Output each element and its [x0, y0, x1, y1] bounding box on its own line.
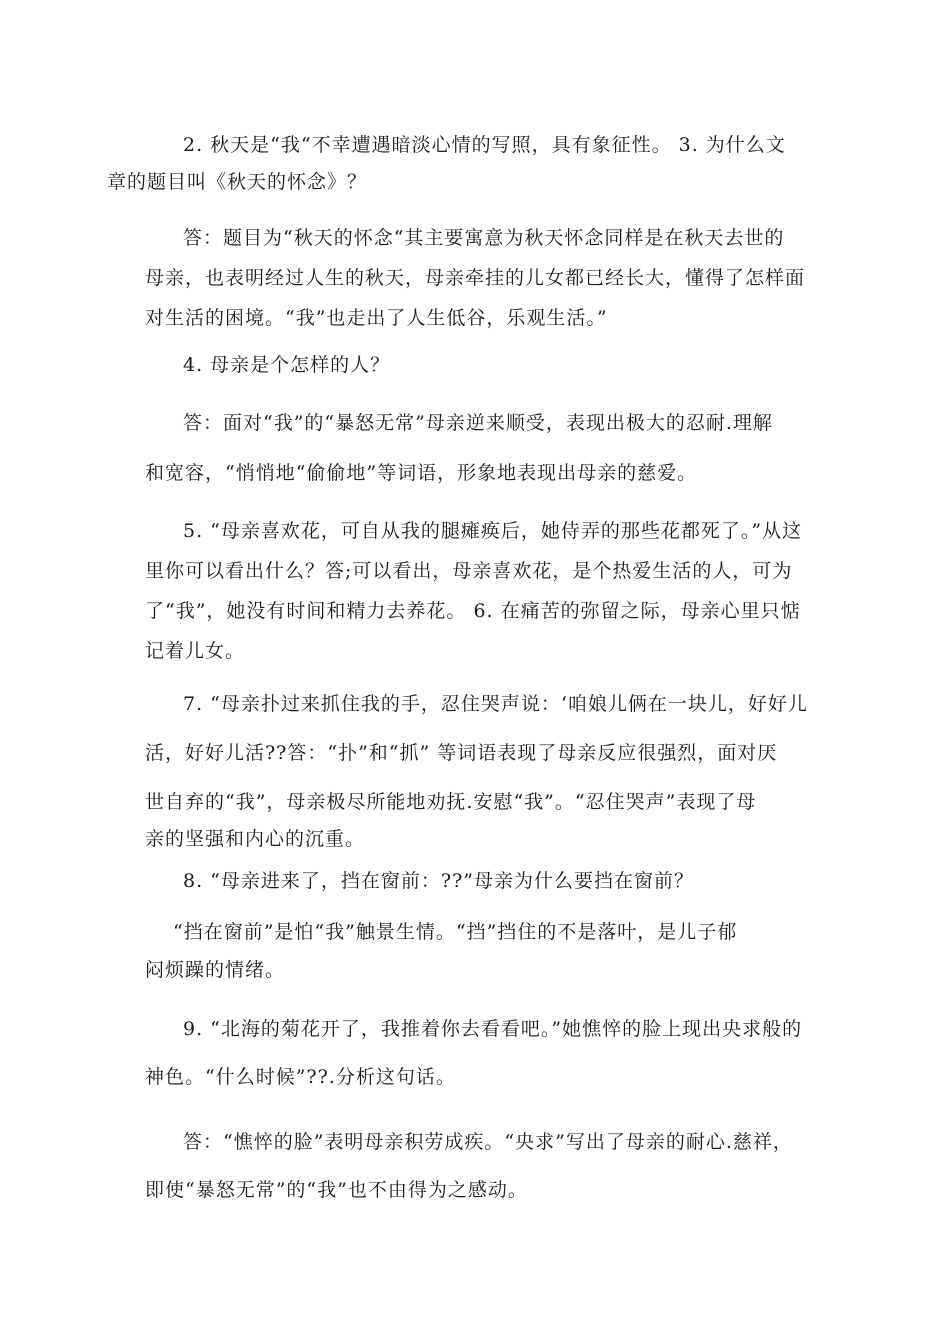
- paragraph-q4: [145, 350, 810, 380]
- text-line: 亲的坚强和内心的沉重。: [145, 828, 366, 850]
- text-line: 闷烦躁的情绪。: [145, 959, 286, 981]
- text-line: 记着儿女。: [145, 640, 246, 662]
- text-line: 活，好好儿活??答：“扑”和“抓” 等词语表现了母亲反应很强烈，面对厌: [145, 742, 778, 764]
- text-line: 神色。“什么时候”??.分析这句话。: [145, 1066, 456, 1088]
- text-line: 答：“憔悴的脸”表明母亲积劳成疾。“央求”写出了母亲的耐心.慈祥，: [183, 1131, 793, 1153]
- text-line: 里你可以看出什么？答;可以看出，母亲喜欢花，是个热爱生活的人，可为: [145, 560, 793, 582]
- paragraph-q2-q3: [107, 127, 810, 201]
- text-line: 和宽容，“悄悄地“偷偷地”等词语，形象地表现出母亲的慈爱。: [145, 462, 698, 484]
- text-line: 答：题目为“秋天的怀念“其主要寓意为秋天怀念同样是在秋天去世的: [183, 227, 785, 249]
- text-line: 5. “母亲喜欢花，可自从我的腿瘫痪后，她侍弄的那些花都死了。”从这: [183, 520, 803, 542]
- text-line: 7. “母亲扑过来抓住我的手，忍住哭声说：‘咱娘儿俩在一块儿，好好儿: [183, 693, 808, 715]
- paragraph-answer-q4: [145, 398, 810, 498]
- paragraph-q8: [145, 866, 810, 896]
- text-line: 母亲，也表明经过人生的秋天，母亲牵挂的儿女都已经长大，懂得了怎样面: [145, 267, 806, 289]
- text-line: 世自弃的“我”，母亲极尽所能地劝抚.安慰“我”。“忍住哭声”表现了母: [145, 791, 757, 813]
- text-line: 2. 秋天是“我“不幸遭遇暗淡心情的写照，具有象征性。 3. 为什么文: [183, 134, 786, 156]
- text-line: 9. “北海的菊花开了，我推着你去看看吧。”她憔悴的脸上现出央求般的: [183, 1018, 803, 1040]
- paragraph-q5-q6: [145, 511, 810, 671]
- text-line: 即使“暴怒无常”的“我”也不由得为之感动。: [145, 1179, 528, 1201]
- text-line: 4. 母亲是个怎样的人？: [183, 354, 391, 376]
- text-line: 了“我”，她没有时间和精力去养花。 6. 在痛苦的弥留之际，母亲心里只惦: [145, 600, 801, 622]
- text-line: 答：面对“我”的“暴怒无常”母亲逆来顺受，表现出极大的忍耐.理解: [183, 412, 773, 434]
- paragraph-answer-q3: [145, 218, 810, 338]
- paragraph-answer-q8: [145, 913, 810, 989]
- paragraph-answer-q9: [145, 1118, 810, 1214]
- paragraph-q7: [145, 680, 810, 864]
- text-line: 对生活的困境。“我”也走出了人生低谷，乐观生活。”: [145, 307, 608, 329]
- text-line: 8. “母亲进来了，挡在窗前：??”母亲为什么要挡在窗前？: [183, 870, 694, 892]
- text-line: “挡在窗前”是怕“我”触景生情。“挡”挡住的不是落叶，是儿子郁: [173, 921, 738, 943]
- text-line: 章的题目叫《秋天的怀念》？: [107, 171, 368, 193]
- paragraph-q9: [145, 1005, 810, 1101]
